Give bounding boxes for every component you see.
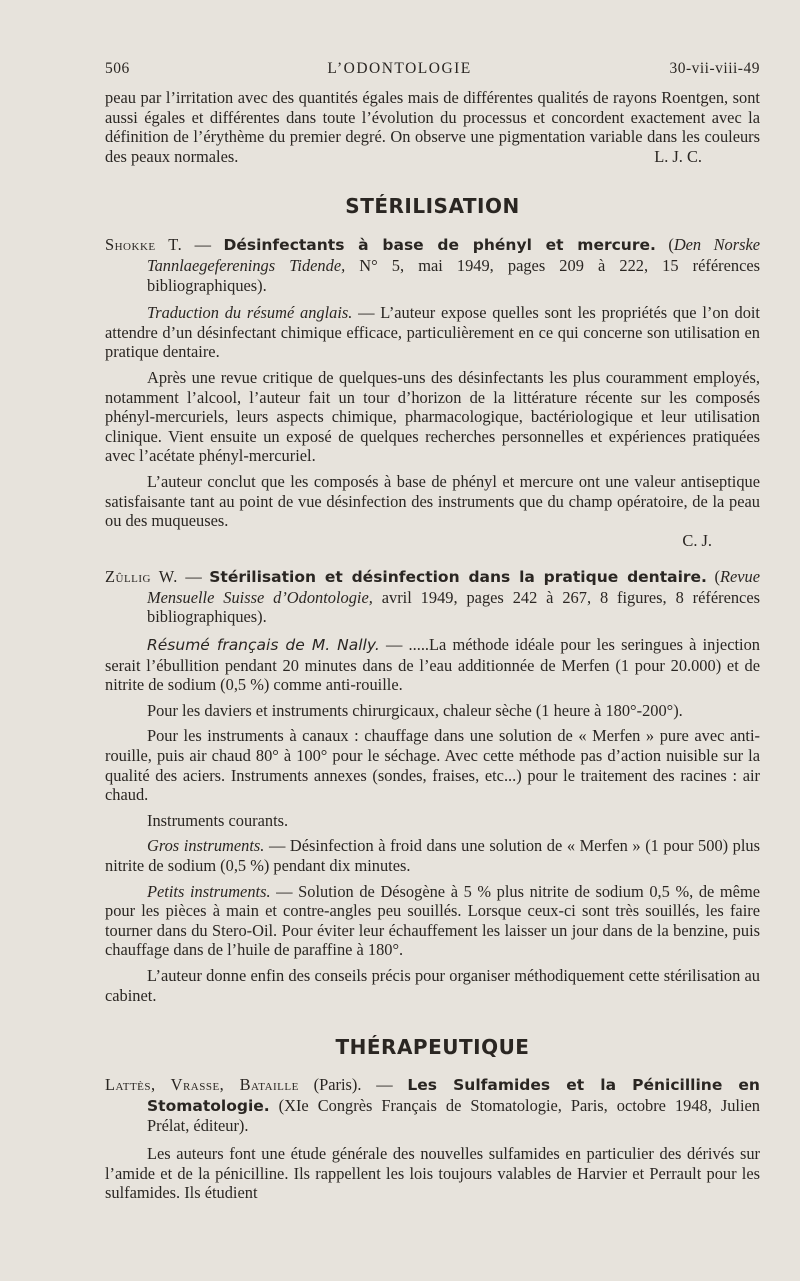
source-details: N° 5, mai 1949, pages 209 à 222, 15 références bibliographiques). (147, 255, 760, 295)
para-label: Gros instruments. (147, 836, 265, 856)
para-text: — Désinfection à froid dans une solution de « Merfen » (1 pour 500) plus nitrite de sodium (0,5 %) pendant dix minutes. (105, 836, 760, 875)
entry-zullig-para3: Pour les instruments à canaux : chauffage dans une solution de « Merfen » pure avec anti-rouille, puis air chaud 80° à 100° pour le séchage. Avec cette méthode pas d’action nuisible sur la qualité des aciers. Instruments annexes (sondes, fraises, etc...) pour le traitement des racines : air chaud. (105, 726, 760, 805)
para-text: — Solution de Désogène à 5 % plus nitrite de sodium 0,5 %, de même pour les pièces à main et contre-angles peu souillés. Lorsque ceux-ci sont très souillés, les faire tourner dans du Stero-Oil. Pour éviter leur échauffement les laisser un jour dans de la benzine, puis chauffage dans de l’huile de paraffine à 180°. (105, 881, 760, 960)
entry-shokke-para3: L’auteur conclut que les composés à base de phényl et mercure ont une valeur antiseptique satisfaisante tant au point de vue désinfection des instruments que du champ opératoire, de la peau ou des muqueuses. (105, 471, 760, 531)
source-details: (XIe Congrès Français de Stomatologie, Paris, octobre 1948, Julien Prélat, éditeur). (147, 1095, 760, 1136)
entry-zullig-citation (105, 567, 760, 627)
summary-label: Traduction du résumé anglais. (147, 303, 353, 323)
issue-date: 30-vii-viii-49 (669, 60, 760, 77)
journal-title: L’ODONTOLOGIE (327, 60, 472, 77)
entry-shokke-para2: Après une revue critique de quelques-uns des désinfectants les plus couramment employés, notamment l’alcool, l’auteur fait un tour d’horizon de la littérature récente sur les composés phényl-mercuriels, leurs aspects chimique, pharmacologique, bactériologique et leur utilisation clinique. Vient ensuite un exposé de quelques recherches personnelles et expériences pratiquées avec l’acétate phényl-mercuriel. (105, 367, 760, 466)
author-place: (Paris). (298, 1075, 362, 1095)
article-title: Les Sulfamides et la Pénicilline en Stomatologie. (147, 1076, 760, 1115)
entry-author: Lattès, Vrasse, Bataille (105, 1075, 299, 1095)
dash: — (182, 235, 224, 255)
source-journal: Revue Mensuelle Suisse d’Odontologie, (147, 567, 760, 607)
summary-label: Résumé français de M. Nally. (147, 636, 380, 655)
page (105, 60, 760, 1203)
page-number: 506 (105, 60, 130, 77)
entry-shokke-signature: C. J. (682, 530, 712, 550)
intro-signature: L. J. C. (654, 146, 702, 166)
para-label: Petits instruments. (147, 881, 271, 901)
entry-author: Shokke T. (105, 235, 183, 255)
dash: — (177, 567, 210, 587)
paren: ( (655, 235, 674, 255)
summary-text: — .....La méthode idéale pour les seringues à injection serait l’ébullition pendant 20 minutes dans de l’eau additionnée de Merfen (1 pour 20.000) et de nitrite de sodium (0,5 %) comme anti-rouille. (105, 635, 760, 695)
entry-zullig-para6 (105, 882, 760, 960)
source-details: avril 1949, pages 242 à 267, 8 figures, 8 références bibliographiques). (147, 587, 760, 627)
dash: — (361, 1075, 408, 1095)
running-head (105, 60, 760, 88)
article-title: Désinfectants à base de phényl et mercure. (223, 236, 656, 255)
intro-paragraph (105, 88, 760, 166)
entry-zullig-para7: L’auteur donne enfin des conseils précis pour organiser méthodiquement cette stérilisation au cabinet. (105, 965, 760, 1005)
entry-lattes-citation (105, 1075, 760, 1136)
entry-shokke-citation (105, 235, 760, 295)
entry-shokke-summary (105, 303, 760, 362)
paren: ( (706, 567, 720, 587)
section-title-therapeutique: THÉRAPEUTIQUE (335, 1035, 530, 1060)
entry-zullig-para4: Instruments courants. (147, 810, 289, 830)
source-journal: Den Norske Tannlaegeferenings Tidende, (147, 235, 761, 275)
entry-lattes-para1: Les auteurs font une étude générale des nouvelles sulfamides en particulier des dérivés sur l’amide et de la pénicilline. Ils rappellent les lois toujours valables de Harvier et Perrault pour les sulfamides. Ils étudient (105, 1143, 760, 1203)
entry-author: Zûllig W. (105, 567, 178, 587)
entry-zullig-para5 (105, 836, 760, 875)
summary-text: — L’auteur expose quelles sont les propriétés que l’on doit attendre d’un désinfectant chimique efficace, particulièrement en ce qui concerne son utilisation en pratique dentaire. (105, 303, 760, 362)
entry-zullig-para2: Pour les daviers et instruments chirurgicaux, chaleur sèche (1 heure à 180°-200°). (147, 700, 683, 720)
section-title-sterilisation: STÉRILISATION (345, 194, 520, 219)
intro-text: peau par l’irritation avec des quantités égales mais de différentes qualités de rayons Roentgen, sont aussi égales et différentes dans toute l’évolution du processus et concordent exactement avec la définition de l’érythème du premier degré. On observe une pigmentation variable dans les couleurs des peaux normales. (105, 88, 760, 166)
entry-zullig-summary (105, 635, 760, 695)
article-title: Stérilisation et désinfection dans la pratique dentaire. (209, 568, 707, 587)
